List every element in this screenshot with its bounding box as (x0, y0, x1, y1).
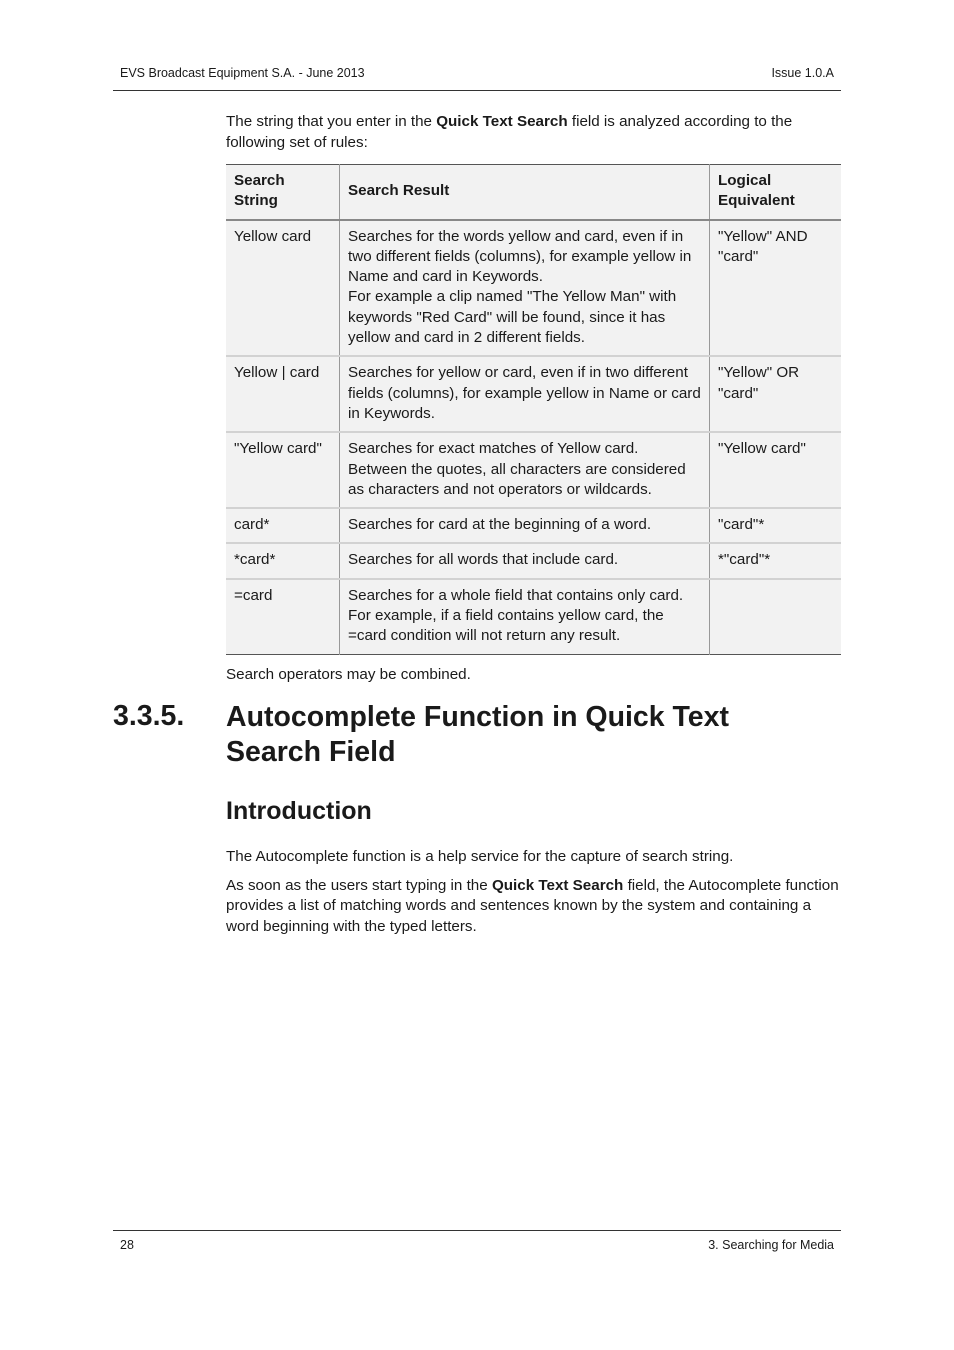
cell-logical-equivalent (710, 579, 842, 654)
page-footer (113, 1230, 841, 1257)
cell-search-result: Searches for the words yellow and card, even if in two different fields (columns), for example yellow in Name and card in Keywords. For example a clip named "The Yellow Man" with keywords "Red Card" will be found, since it has yellow and card in 2 different fields. (340, 220, 710, 357)
cell-search-result: Searches for exact matches of Yellow card. Between the quotes, all characters are considered as characters and not operators or wildcards. (340, 432, 710, 508)
cell-search-result: Searches for a whole field that contains only card. For example, if a field contains yellow card, the =card condition will not return any result. (340, 579, 710, 654)
subheading-introduction: Introduction (226, 797, 372, 825)
cell-logical-equivalent: "Yellow" OR "card" (710, 356, 842, 432)
section-number: 3.3.5. (113, 700, 185, 732)
page-header (113, 64, 841, 91)
cell-logical-equivalent: *"card"* (710, 543, 842, 578)
cell-search-result: Searches for yellow or card, even if in two different fields (columns), for example yellow in Name or card in Keywords. (340, 356, 710, 432)
paragraph-autocomplete-purpose: The Autocomplete function is a help service for the capture of search string. (226, 848, 734, 865)
rules-section (226, 112, 841, 685)
introduction-body (226, 847, 841, 945)
cell-search-string: *card* (234, 551, 276, 569)
intro-paragraph: The string that you enter in the Quick Text Search field is analyzed according to the following set of rules: (226, 113, 793, 151)
header-search-string: Search String (234, 172, 285, 210)
table-row (226, 356, 841, 432)
table-row (226, 508, 841, 543)
quick-text-search-term: Quick Text Search (491, 876, 624, 894)
search-rules-table (226, 164, 841, 655)
section-title: Autocomplete Function in Quick Text Search Field (226, 701, 729, 768)
cell-search-string: =card (234, 586, 273, 604)
table-row (226, 220, 841, 357)
quick-text-search-term: Quick Text Search (436, 113, 568, 130)
cell-search-string: Yellow card (234, 227, 312, 245)
paragraph-autocomplete-behavior: As soon as the users start typing in the Quick Text Search field, the Autocomplete function provides a list of matching words and sentences known by the system and containing a word beginning with the typed letters. (226, 876, 839, 935)
cell-logical-equivalent: "Yellow card" (710, 432, 842, 508)
header-issue: Issue 1.0.A (771, 66, 834, 80)
table-row (226, 543, 841, 578)
header-publisher: EVS Broadcast Equipment S.A. - June 2013 (120, 66, 365, 80)
table-header-row (226, 165, 841, 220)
header-search-result: Search Result (340, 165, 710, 220)
cell-search-string: card* (234, 516, 270, 534)
header-logical-equivalent: Logical Equivalent (710, 165, 842, 220)
cell-search-result: Searches for card at the beginning of a word. (340, 508, 710, 543)
operators-note: Search operators may be combined. (226, 665, 471, 683)
page-number: 28 (120, 1238, 134, 1252)
cell-logical-equivalent: "Yellow" AND "card" (710, 220, 842, 357)
cell-search-string: "Yellow card" (234, 440, 322, 458)
cell-search-string: Yellow | card (234, 364, 320, 382)
cell-logical-equivalent: "card"* (710, 508, 842, 543)
cell-search-result: Searches for all words that include card. (340, 543, 710, 578)
table-row (226, 432, 841, 508)
table-row (226, 579, 841, 654)
footer-chapter: 3. Searching for Media (708, 1238, 834, 1252)
